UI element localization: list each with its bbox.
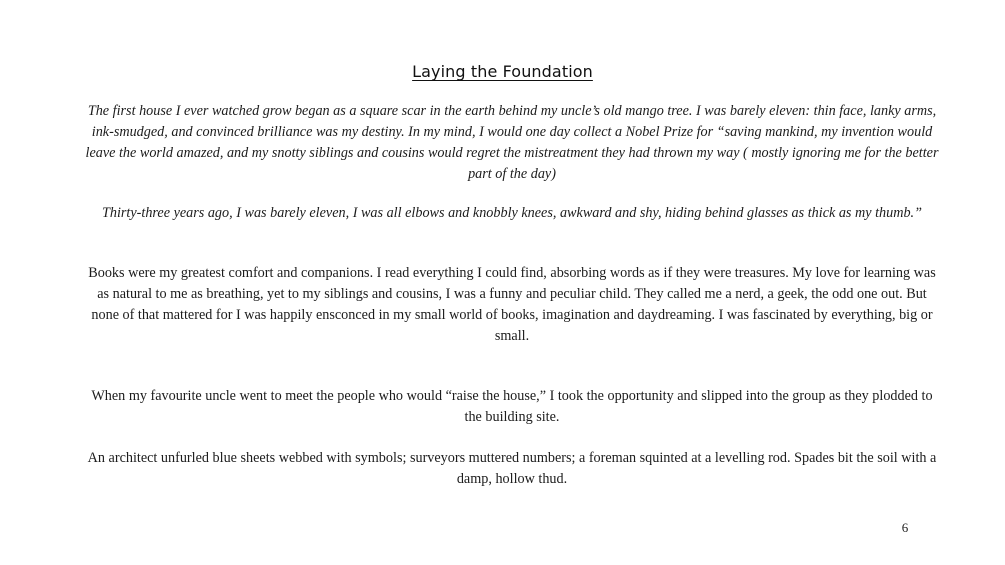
paragraph-books: Books were my greatest comfort and companions. I read everything I could find, absorbing words as if they were treasures. My love for learning was as natural to me as breathing, yet to my siblings and cousins, I was a funny and peculiar child. They called me a nerd, a geek, the odd one out. But none of that mattered for I was happily ensconced in my small world of books, imagination and daydreaming. I was fascinated by everything, big or small. bbox=[88, 265, 936, 344]
page-number: 6 bbox=[901, 520, 909, 535]
paragraph-opening: The first house I ever watched grow began as a square scar in the earth behind my uncle’s old mango tree. I was barely eleven: thin face, lanky arms, ink-smudged, and convinced brilliance was my destiny. In my mind, I would one day collect a Nobel Prize for “saving mankind, my invention would leave the world amazed, and my snotty siblings and cousins would regret the mistreatment they had thrown my way ( mostly ignoring me for the better part of the day) bbox=[85, 103, 939, 182]
paragraph-architect: An architect unfurled blue sheets webbed with symbols; surveyors muttered numbers; a foreman squinted at a levelling rod. Spades bit the soil with a damp, hollow thud. bbox=[87, 450, 937, 487]
paragraph-thirty-three-years: Thirty-three years ago, I was barely eleven, I was all elbows and knobbly knees, awkward and shy, hiding behind glasses as thick as my thumb.” bbox=[101, 205, 922, 221]
paragraph-uncle: When my favourite uncle went to meet the people who would “raise the house,” I took the opportunity and slipped into the group as they plodded to the building site. bbox=[91, 388, 933, 425]
page-title: Laying the Foundation bbox=[412, 62, 593, 81]
